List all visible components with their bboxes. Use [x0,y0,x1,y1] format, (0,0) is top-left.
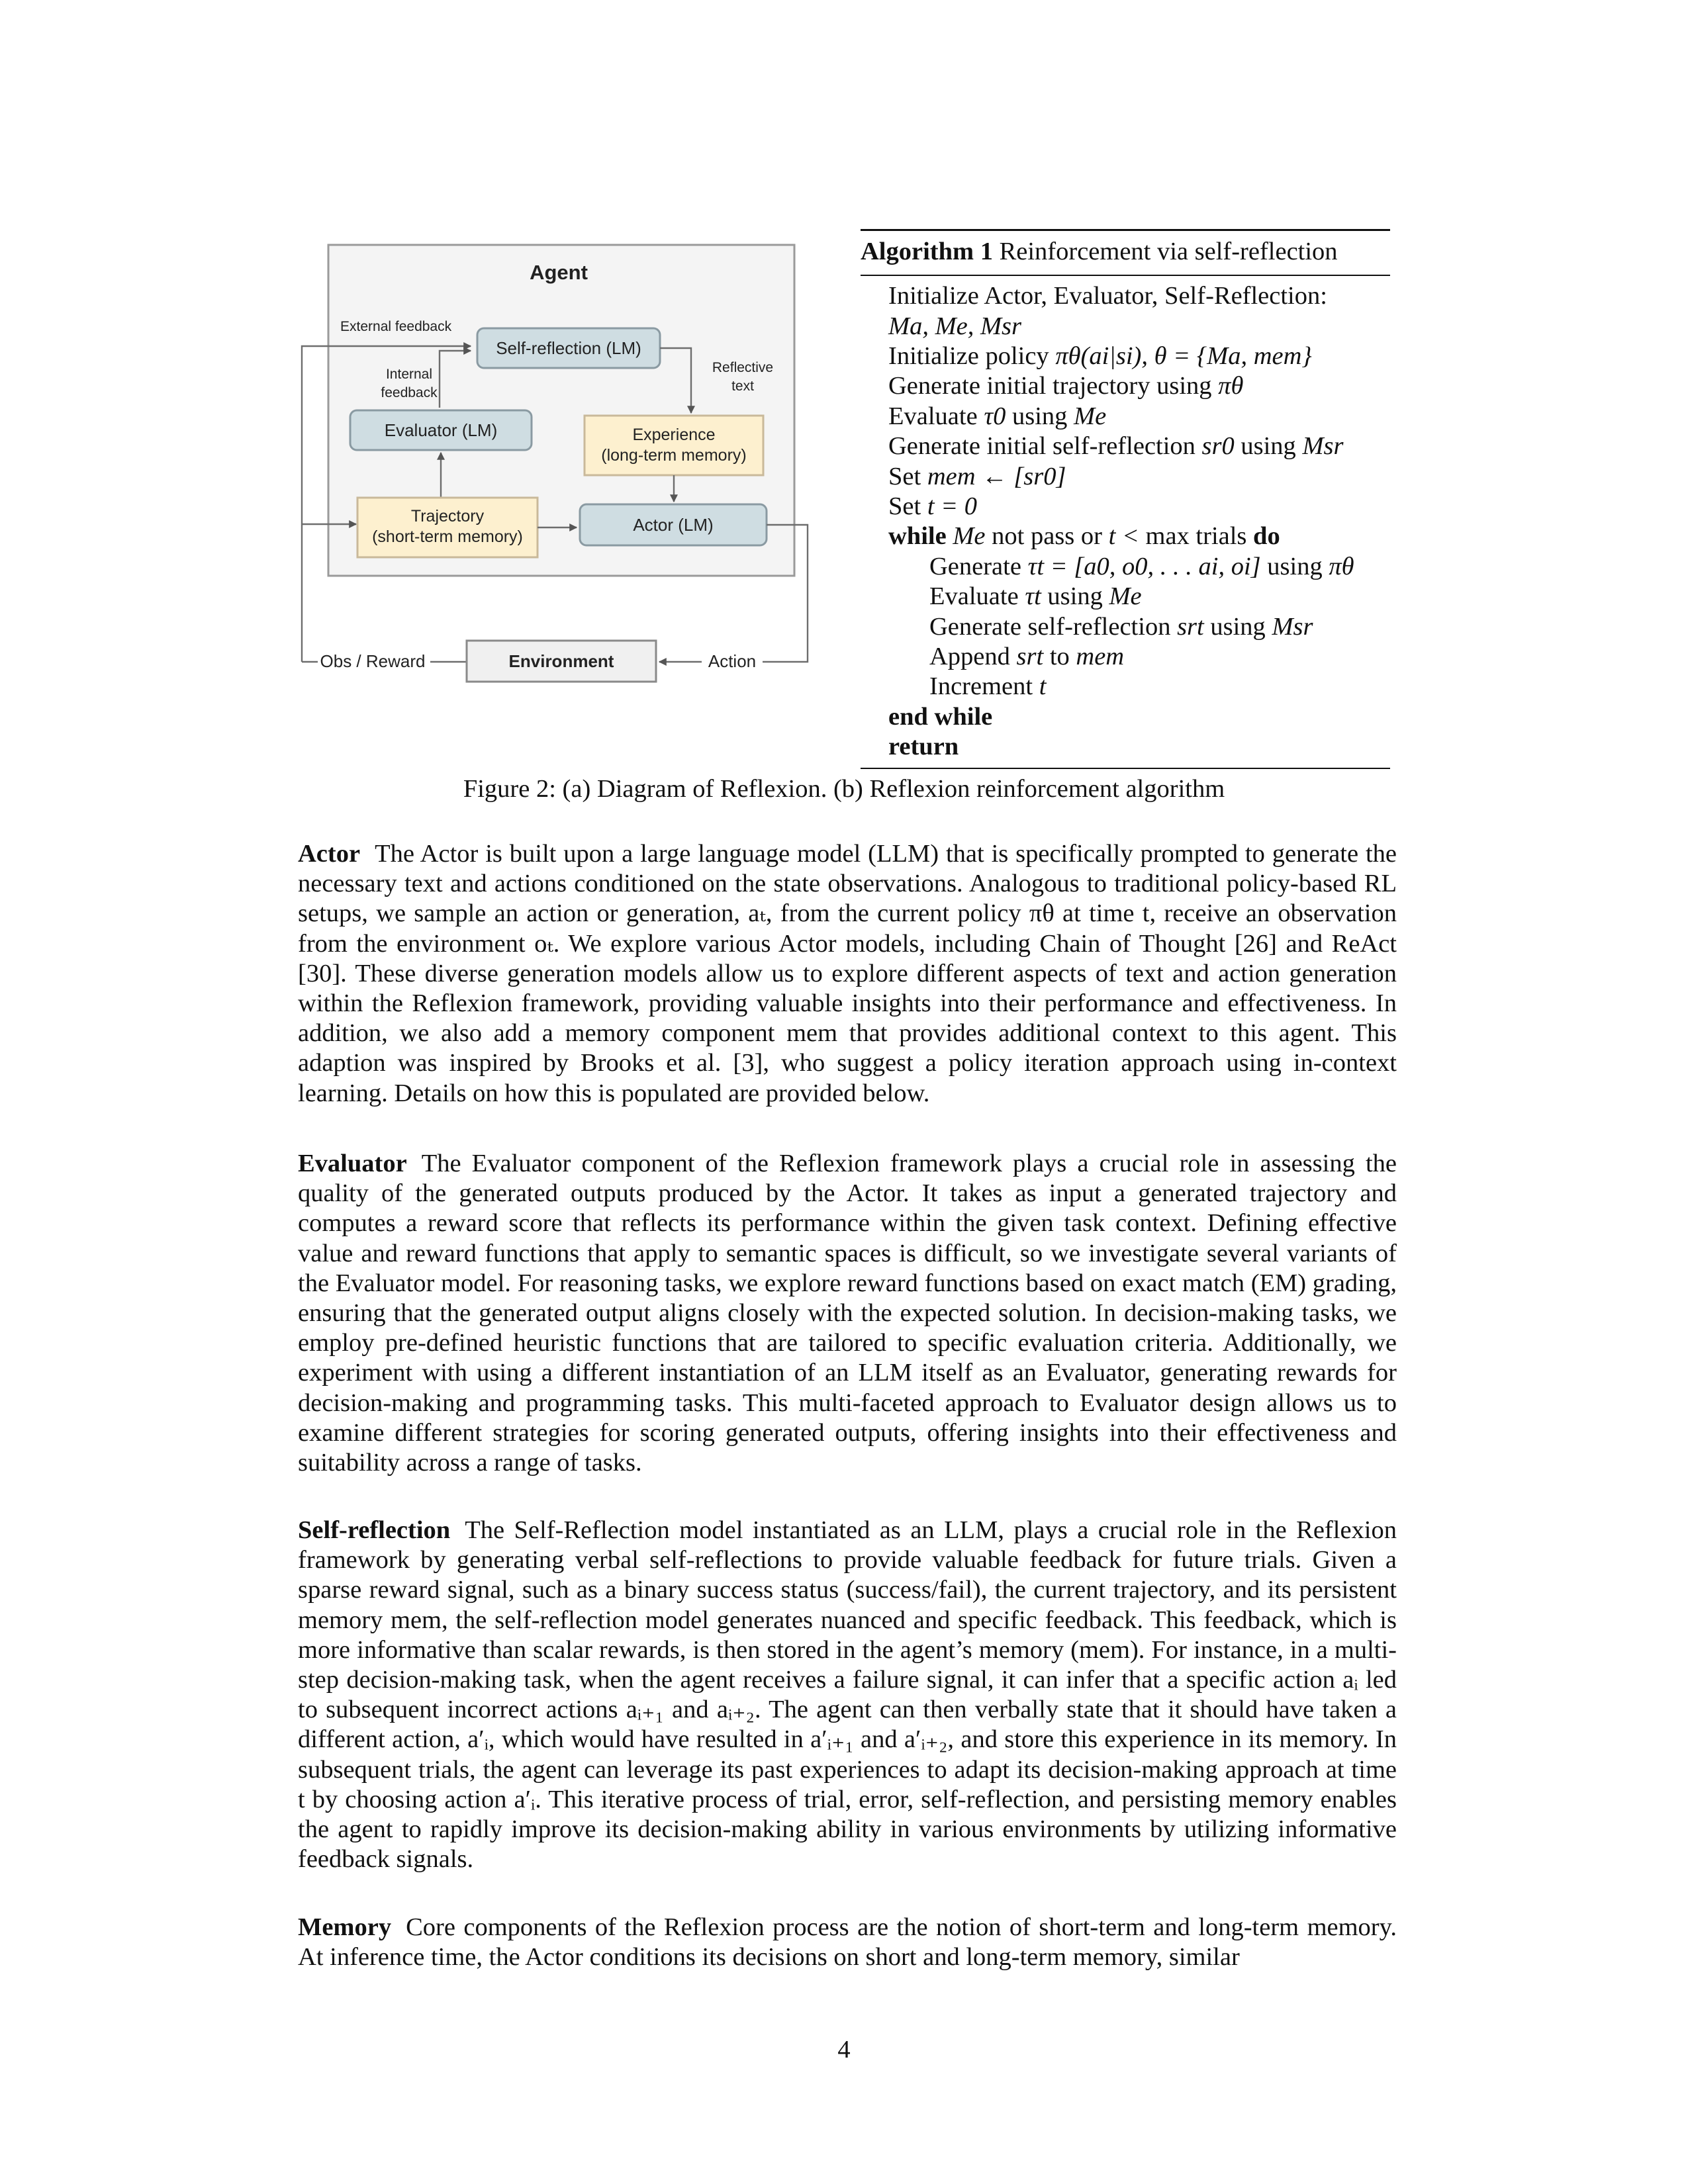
alg-text: max trials [1145,522,1254,551]
agent-title: Agent [530,261,588,284]
alg-text: using [1234,432,1303,461]
paragraph-evaluator [298,1149,1397,1478]
alg-math: t [1039,672,1047,701]
alg-math: sr0 [1201,432,1235,461]
algorithm-block [861,229,1390,769]
alg-math: τ0 [984,402,1006,430]
paragraph-heading: Memory [298,1913,392,1941]
alg-text: not pass or [985,522,1109,551]
algorithm-line [861,371,1390,401]
reflective-text-label-1: Reflective [712,360,774,375]
alg-text: Initialize Actor, Evaluator, Self-Reflection: [888,282,1327,310]
algorithm-label: Algorithm 1 [861,238,993,265]
algorithm-line [861,552,1390,582]
algorithm-line [861,432,1390,461]
alg-text: Initialize policy [888,342,1056,370]
action-label: Action [708,651,757,671]
figure-caption: Figure 2: (a) Diagram of Reflexion. (b) Reflexion reinforcement algorithm [463,775,1225,803]
alg-math: τt [1025,582,1041,611]
paragraph-text: The Evaluator component of the Reflexion framework plays a crucial role in assessing the quality of the generated outputs produced by the Actor. It takes as input a generated trajectory and computes a reward score that reflects its performance within the given task context. Defining effective value and reward functions that apply to semantic spaces is difficult, so we investigate several variants of the Evaluator model. For reasoning tasks, we explore reward functions based on exact match (EM) grading, ensuring that the generated output aligns closely with the expected solution. In decision-making tasks, we employ pre-defined heuristic functions that are tailored to specific evaluation criteria. Additionally, we experiment with using a different instantiation of an LLM itself as an Evaluator, generating rewards for decision-making and programming tasks. This multi-faceted approach to Evaluator design allows us to examine different strategies for scoring generated outputs, offering insights into their effectiveness and suitability across a range of tasks. [298,1150,1397,1477]
alg-math: srt [1016,643,1044,671]
alg-math: τt = [a0, o0, . . . ai, oi] [1027,552,1261,580]
internal-feedback-label-2: feedback [381,385,438,400]
paragraph-self-reflection [298,1516,1397,1874]
alg-math: mem ← [sr0] [927,462,1066,490]
alg-math: Me [1109,582,1142,611]
obs-reward-label: Obs / Reward [320,651,426,671]
alg-text: Generate [929,552,1028,580]
algorithm-line [861,612,1390,642]
self-reflection-label: Self-reflection (LM) [496,338,641,358]
alg-text: Generate self-reflection [929,612,1178,641]
algorithm-line [861,522,1390,551]
evaluator-label: Evaluator (LM) [384,420,498,440]
algorithm-line [861,492,1390,522]
alg-math: Msr [1272,612,1313,641]
page-number: 4 [837,2036,851,2064]
external-feedback-label: External feedback [340,319,452,334]
alg-math: mem [1076,643,1125,671]
environment-label: Environment [508,651,614,671]
alg-text: using [1260,552,1329,580]
experience-box [585,416,763,475]
alg-math: Msr [1302,432,1344,461]
alg-text: Evaluate [929,582,1025,611]
experience-label-1: Experience [632,426,716,444]
trajectory-label-2: (short-term memory) [372,527,523,546]
reflective-text-label-2: text [731,379,754,394]
algorithm-line [861,642,1390,672]
alg-keyword: while [888,522,947,551]
alg-text: using [1006,402,1074,430]
algorithm-line [861,402,1390,432]
paragraph-heading: Evaluator [298,1150,407,1177]
paragraph-memory [298,1913,1397,1972]
paragraph-text: The Actor is built upon a large language model (LLM) that is specifically prompted to generate the necessary text and actions conditioned on the state observations. Analogous to traditional policy-based RL setups, we sample an action or generation, aₜ, from the current policy πθ at time t, receive an observation from the environment oₜ. We explore various Actor models, including Chain of Thought [26] and ReAct [30]. These diverse generation models allow us to explore different aspects of text and action generation within the Reflexion framework, providing valuable insights into their performance and effectiveness. In addition, we also add a memory component mem that provides additional context to this agent. This adaption was inspired by Brooks et al. [3], who suggest a policy iteration approach using in-context learning. Details on how this is populated are provided below. [298,840,1397,1107]
alg-keyword: end while [888,702,993,731]
alg-math: Me [1074,402,1107,430]
internal-feedback-label-1: Internal [385,367,433,382]
actor-label: Actor (LM) [633,515,714,535]
alg-math: πθ [1329,552,1354,580]
alg-text: Generate initial trajectory using [888,372,1219,400]
alg-keyword: do [1253,522,1280,551]
algorithm-line [861,281,1390,311]
alg-text: Set [888,462,927,490]
alg-math: πθ [1218,372,1244,400]
alg-math: Me [953,522,986,551]
algorithm-title: Reinforcement via self-reflection [999,238,1338,265]
experience-label-2: (long-term memory) [601,446,747,465]
alg-text: Generate initial self-reflection [888,432,1202,461]
alg-keyword: return [888,733,959,761]
alg-text: Append [929,643,1017,671]
algorithm-header [861,231,1390,271]
algorithm-line [861,341,1390,371]
alg-math: t < [1108,522,1146,551]
alg-text: using [1041,582,1109,611]
paragraph-text: The Self-Reflection model instantiated as an LLM, plays a crucial role in the Reflexion framework by generating verbal self-reflections to provide valuable feedback for future trials. Given a sparse reward signal, such as a binary success status (success/fail), the current trajectory, and its persistent memory mem, the self-reflection model generates nuanced and specific feedback. This feedback, which is more informative than scalar rewards, is then stored in the agent’s memory (mem). For instance, in a multi-step decision-making task, when the agent receives a failure signal, it can infer that a specific action aᵢ led to subsequent incorrect actions aᵢ₊₁ and aᵢ₊₂. The agent can then verbally state that it should have taken a different action, a′ᵢ, which would have resulted in a′ᵢ₊₁ and a′ᵢ₊₂, and store this experience in its memory. In subsequent trials, the agent can leverage its past experiences to adapt its decision-making approach at time t by choosing action a′ᵢ. This iterative process of trial, error, self-reflection, and persisting memory enables the agent to rapidly improve its decision-making ability in various environments by utilizing informative feedback signals. [298,1516,1397,1874]
algorithm-line [861,312,1390,341]
alg-text: to [1043,643,1076,671]
alg-text: Set [888,492,927,521]
trajectory-label-1: Trajectory [410,507,485,525]
algorithm-line [861,702,1390,732]
paragraph-actor [298,839,1397,1109]
algorithm-line [861,582,1390,612]
paragraph-heading: Self-reflection [298,1516,451,1544]
paragraph-text: Core components of the Reflexion process are the notion of short-term and long-term memory. At inference time, the Actor conditions its decisions on short and long-term memory, similar [298,1913,1397,1972]
alg-text: Increment [929,672,1039,701]
reflexion-diagram [291,238,821,688]
algorithm-line [861,672,1390,702]
alg-math: srt [1177,612,1204,641]
algorithm-line [861,462,1390,492]
algorithm-bottom-rule [861,768,1390,769]
alg-text: using [1203,612,1272,641]
algorithm-line [861,732,1390,762]
paragraph-heading: Actor [298,840,361,868]
alg-text: Evaluate [888,402,984,430]
algorithm-body [861,276,1390,762]
alg-math: πθ(ai|si), θ = {Ma, mem} [1055,342,1312,370]
alg-math: Ma, Me, Msr [888,312,1022,340]
alg-math: t = 0 [927,492,978,521]
